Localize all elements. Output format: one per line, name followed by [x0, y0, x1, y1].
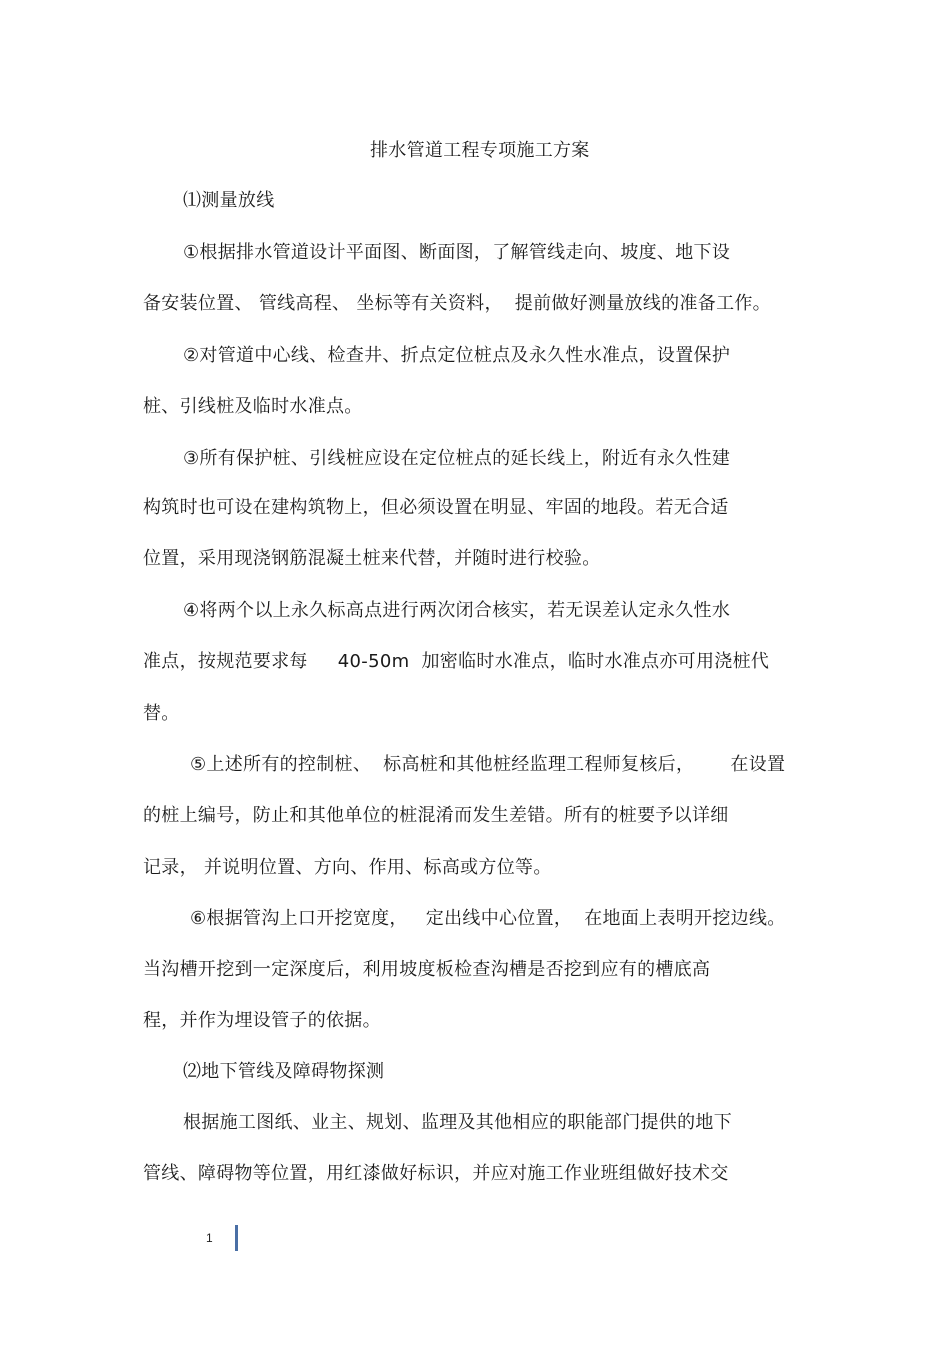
paragraph-line: 桩、引线桩及临时水准点。 [143, 396, 363, 417]
paragraph-line: 位置，采用现浇钢筋混凝土桩来代替，并随时进行校验。 [143, 548, 601, 569]
paragraph-line: 记录， 并说明位置、方向、作用、标高或方位等。 [143, 857, 552, 878]
page-footer [200, 1224, 238, 1252]
paragraph-line: 准点，按规范要求每 40-50m 加密临时水准点，临时水准点亦可用浇桩代 [143, 651, 770, 672]
paragraph-line: 替。 [143, 703, 180, 724]
paragraph-line: ⑥根据管沟上口开挖宽度， 定出线中心位置， 在地面上表明开挖边线。 [190, 908, 786, 929]
paragraph-line: 备安装位置、 管线高程、 坐标等有关资料， 提前做好测量放线的准备工作。 [143, 293, 771, 314]
paragraph-line: ③所有保护桩、引线桩应设在定位桩点的延长线上，附近有永久性建 [183, 448, 731, 469]
page-number: 1 [206, 1231, 213, 1245]
document-title: 排水管道工程专项施工方案 [370, 140, 590, 161]
section-heading: ⑵地下管线及障碍物探测 [183, 1061, 385, 1082]
paragraph-line: 程，并作为埋设管子的依据。 [143, 1010, 381, 1031]
paragraph-line: 的桩上编号，防止和其他单位的桩混淆而发生差错。所有的桩要予以详细 [143, 805, 729, 826]
paragraph-line: 当沟槽开挖到一定深度后，利用坡度板检查沟槽是否挖到应有的槽底高 [143, 959, 711, 980]
footer-rule [235, 1225, 238, 1251]
paragraph-line: ②对管道中心线、检查井、折点定位桩点及永久性水准点，设置保护 [183, 345, 731, 366]
paragraph-line: ①根据排水管道设计平面图、断面图，了解管线走向、坡度、地下设 [183, 242, 731, 263]
paragraph-line: ④将两个以上永久标高点进行两次闭合核实，若无误差认定永久性水 [183, 600, 731, 621]
paragraph-line: 构筑时也可设在建构筑物上，但必须设置在明显、牢固的地段。若无合适 [143, 497, 729, 518]
paragraph-line: ⑤上述所有的控制桩、 标高桩和其他桩经监理工程师复核后， 在设置 [190, 754, 786, 775]
section-heading: ⑴测量放线 [183, 190, 275, 211]
paragraph-line: 管线、障碍物等位置，用红漆做好标识，并应对施工作业班组做好技术交 [143, 1163, 729, 1184]
paragraph-line: 根据施工图纸、业主、规划、监理及其他相应的职能部门提供的地下 [183, 1112, 732, 1133]
